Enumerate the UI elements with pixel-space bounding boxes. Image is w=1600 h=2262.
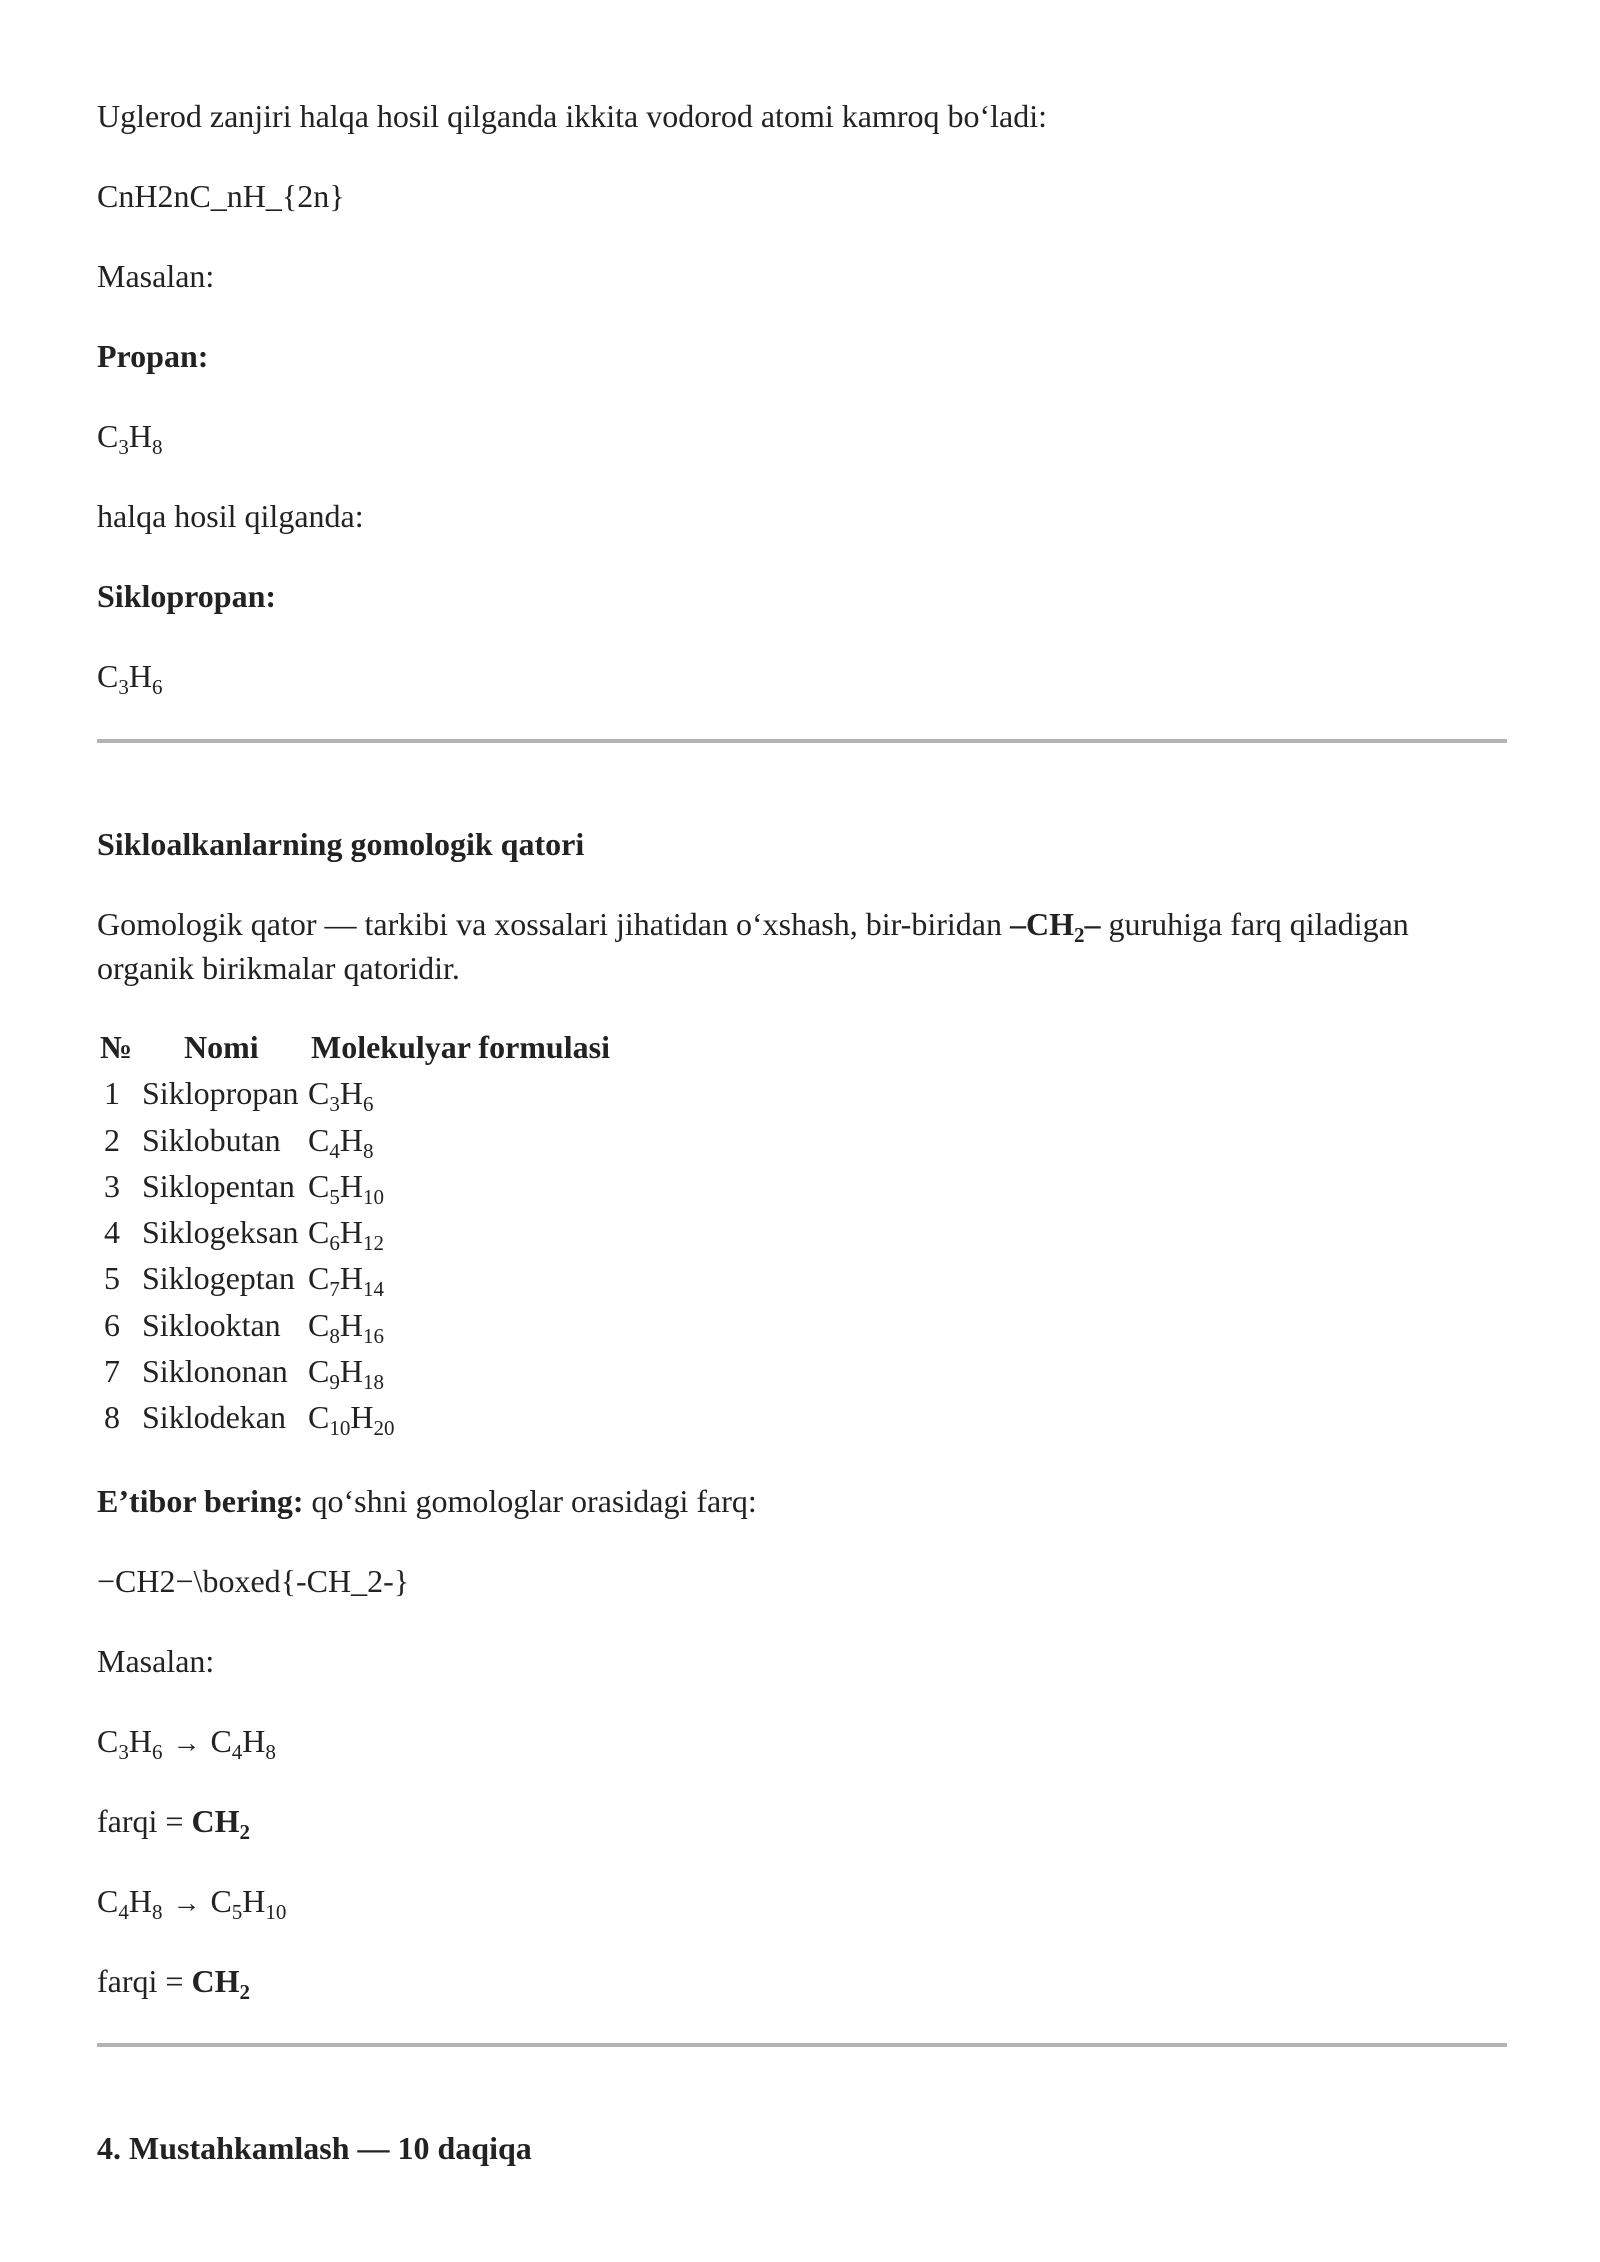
subscript: 20 [373,1416,395,1441]
definition-paragraph [97,902,1507,990]
ch2-group: $-CH_2-$ [1009,906,1101,947]
row-number: 3 [104,1167,120,1204]
element-symbol: C [308,1260,330,1297]
row-name: Siklooktan [142,1306,281,1343]
element-symbol: H [339,1121,363,1158]
row-formula [308,1209,384,1255]
subscript: 3 [118,435,129,459]
note-text: qo‘shni gomologlar orasidagi farq: [303,1483,757,1519]
element-symbol: H [339,1306,363,1343]
subscript: 10 [265,1900,287,1924]
arrow-icon: → [172,1888,201,1919]
subscript: 6 [362,1092,374,1117]
subscript: 8 [151,1900,163,1924]
element-symbol: C [210,1723,232,1759]
element-symbol: H [339,1167,363,1204]
formula-from [97,1723,163,1764]
subscript: 4 [231,1740,243,1764]
propane-formula [97,414,162,458]
element-symbol: H [128,1883,152,1919]
subscript: 8 [265,1740,276,1764]
row-formula [308,1394,394,1440]
subscript: 10 [362,1184,384,1209]
propane-label: Propan: [97,338,209,374]
next-section-heading: 4. Mustahkamlash — 10 daqiqa [97,2130,532,2166]
row-name: Siklononan [142,1353,288,1390]
subscript: 3 [329,1092,340,1117]
definition-text: Gomologik qator — tarkibi va xossalari jihatidan o‘xshash, bir-biridan [97,906,1010,942]
row-formula [308,1302,384,1348]
element-symbol: C [97,658,119,694]
header-formula: Molekulyar formulasi [311,1029,610,1065]
subscript: 5 [231,1900,243,1924]
row-name: Siklodekan [142,1399,286,1436]
row-name: Siklobutan [142,1121,281,1158]
section-divider [97,739,1507,743]
difference-value: $CH_2$ [191,1963,250,2004]
row-formula [308,1070,373,1116]
row-name: Siklogeksan [142,1214,299,1251]
element-symbol: C [308,1306,330,1343]
row-number: 6 [104,1306,120,1343]
section-divider-2 [97,2043,1507,2047]
transition-2 [97,1879,286,1926]
element-symbol: C [308,1353,330,1390]
example-label-2: Masalan: [97,1643,215,1679]
formula-to [210,1883,287,1924]
subscript: 16 [362,1323,384,1348]
note-line [97,1479,757,1523]
element-symbol: H [242,1883,266,1919]
subscript: 3 [118,1740,129,1764]
row-formula [308,1348,384,1394]
formula-to [210,1723,276,1764]
element-symbol: C [308,1075,330,1112]
difference-1: farqi = $CH_2$ [97,1803,250,1844]
subscript: 7 [329,1277,340,1302]
element-symbol: H [339,1353,363,1390]
arrow-icon: → [172,1728,201,1759]
row-number: 5 [104,1260,120,1297]
element-symbol: C [308,1399,330,1436]
subscript: 14 [362,1277,384,1302]
subscript: 6 [329,1231,340,1256]
subscript: 4 [329,1138,340,1163]
element-symbol: C [308,1121,330,1158]
subscript: 8 [329,1323,340,1348]
ring-label: halqa hosil qilganda: [97,498,364,534]
intro-sentence: Uglerod zanjiri halqa hosil qilganda ikkita vodorod atomi kamroq bo‘ladi: [97,98,1047,134]
row-number: 1 [104,1075,120,1112]
section-heading: Sikloalkanlarning gomologik qatori [97,826,585,862]
cyclopropane-formula [97,654,162,698]
subscript: 8 [362,1138,374,1163]
row-number: 7 [104,1353,120,1390]
element-symbol: H [350,1399,374,1436]
row-number: 4 [104,1214,120,1251]
transition-1 [97,1719,276,1766]
row-number: 8 [104,1399,120,1436]
difference-value: $CH_2$ [191,1803,250,1844]
element-symbol: H [339,1214,363,1251]
element-symbol: H [128,658,152,694]
row-number: 2 [104,1121,120,1158]
element-symbol: C [97,1883,119,1919]
element-symbol: H [128,418,152,454]
cyclopropane-label: Siklopropan: [97,578,277,614]
row-name: Siklogeptan [142,1260,295,1297]
formula-from [97,1883,163,1924]
subscript: 3 [118,675,129,699]
subscript: 6 [151,675,163,699]
difference-formula: −CH2−\boxed{-CH_2-} [97,1563,410,1599]
note-label: E’tibor bering: [97,1483,304,1519]
header-number: № [100,1029,133,1065]
element-symbol: C [97,418,119,454]
subscript: 6 [151,1740,163,1764]
row-name: Siklopentan [142,1167,295,1204]
element-symbol: H [242,1723,266,1759]
element-symbol: H [128,1723,152,1759]
row-formula [308,1255,384,1301]
element-symbol: H [339,1075,363,1112]
general-formula: CnH2nC_nH_{2n} [97,178,345,214]
subscript: 5 [329,1184,340,1209]
subscript: 4 [118,1900,129,1924]
element-symbol: C [308,1167,330,1204]
row-formula [308,1163,384,1209]
element-symbol: C [97,1723,119,1759]
row-name: Siklopropan [142,1075,299,1112]
subscript: 12 [362,1231,384,1256]
difference-2: farqi = $CH_2$ [97,1963,250,2004]
row-formula [308,1117,373,1163]
header-name: Nomi [184,1029,259,1065]
subscript: 18 [362,1370,384,1395]
subscript: 9 [329,1370,340,1395]
definition-text-end: guruhiga farq qiladigan organik birikmalar qatoridir. [97,906,1409,986]
example-label: Masalan: [97,258,215,294]
element-symbol: C [210,1883,232,1919]
document-page [97,0,1507,2262]
subscript: 10 [329,1416,351,1441]
element-symbol: H [339,1260,363,1297]
element-symbol: C [308,1214,330,1251]
subscript: 8 [151,435,163,459]
